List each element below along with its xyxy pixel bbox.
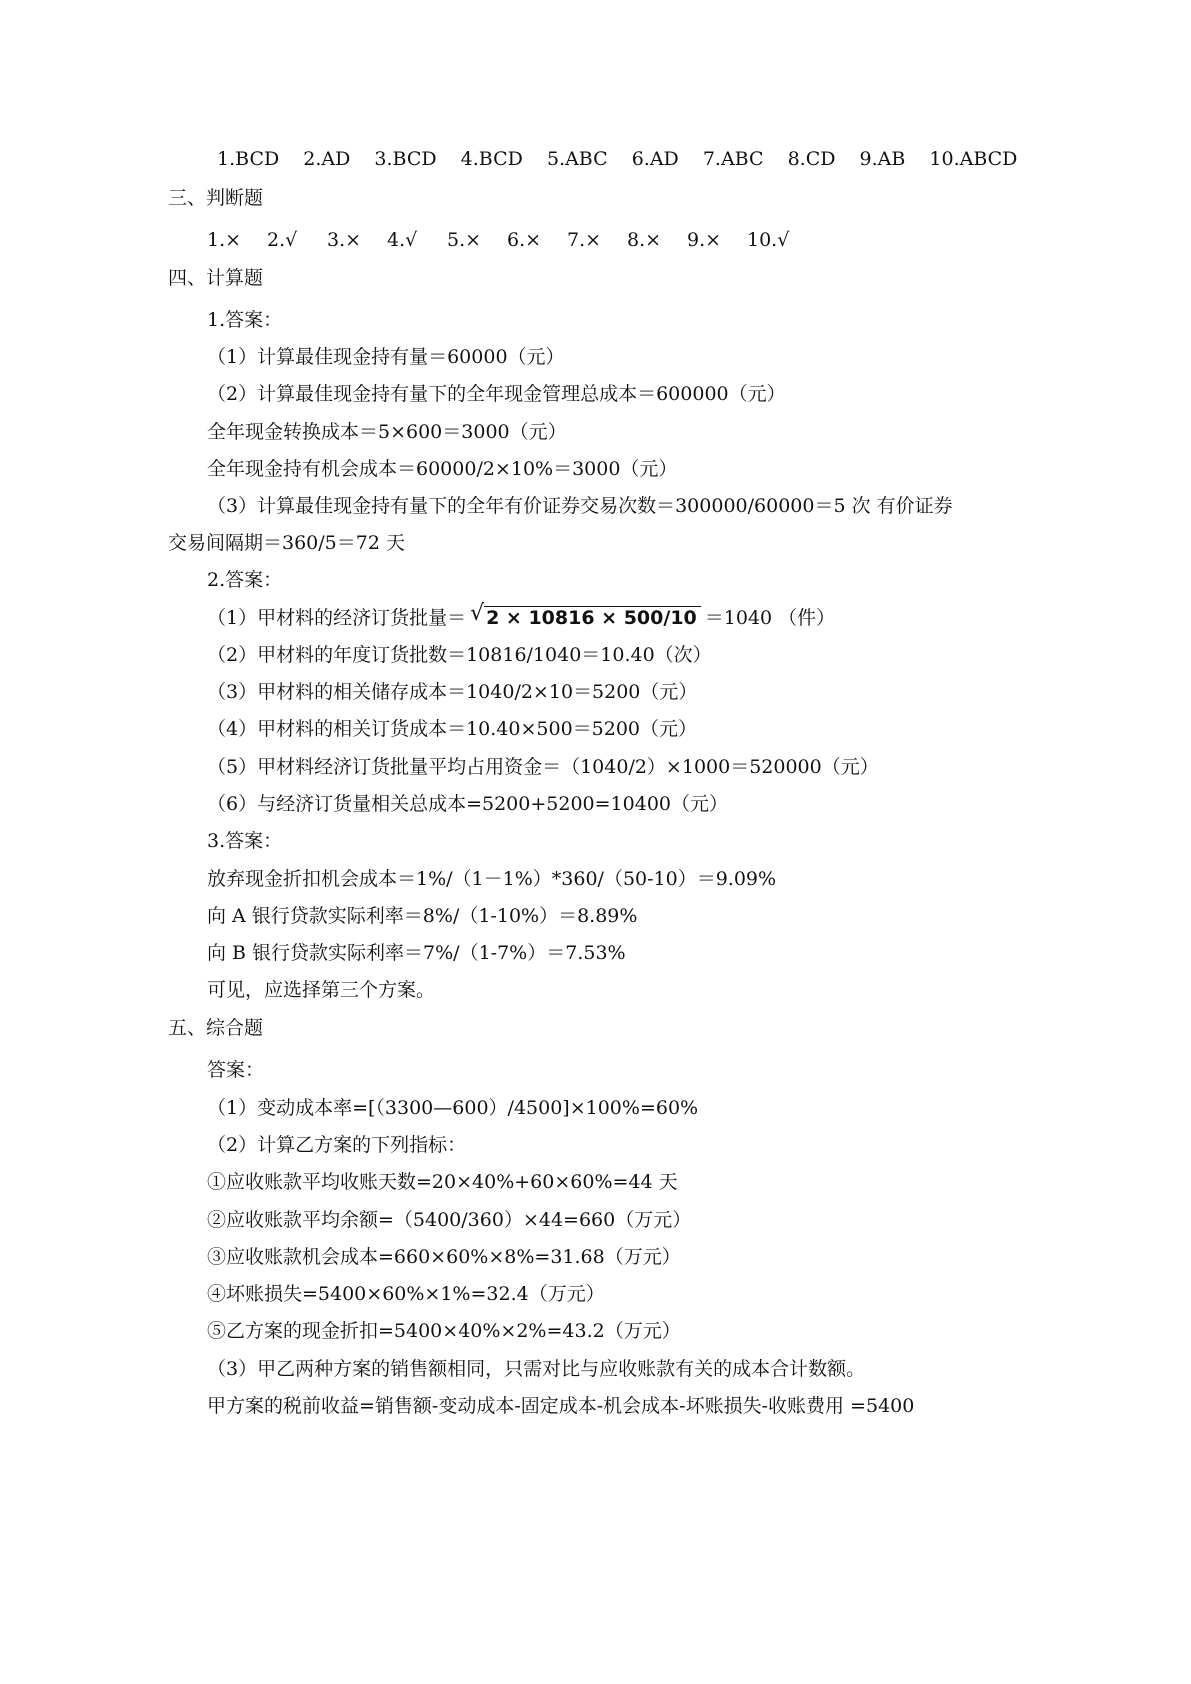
true-false-answers [207, 228, 807, 252]
tf-answer: 10.√ [747, 229, 790, 251]
section-heading-comprehensive: 五、综合题 [168, 1017, 264, 1039]
mc-answer: 2.AD [303, 148, 351, 170]
mc-answer: 8.CD [787, 148, 836, 170]
q3-line: 放弃现金折扣机会成本＝1%/（1－1%）*360/（50-10）＝9.09% [207, 868, 777, 890]
q1-line: （2）计算最佳现金持有量下的全年现金管理总成本＝600000（元） [207, 383, 786, 405]
mc-answer: 1.BCD [217, 148, 280, 170]
q1-line: 全年现金转换成本＝5×600＝3000（元） [207, 421, 567, 443]
s5-line: ⑤乙方案的现金折扣=5400×40%×2%=43.2（万元） [207, 1320, 681, 1342]
tf-answer: 1.× [207, 229, 242, 251]
formula-prefix: （1）甲材料的经济订货批量＝ [207, 607, 467, 629]
q2-line: （2）甲材料的年度订货批数＝10816/1040＝10.40（次） [207, 644, 712, 666]
mc-answer: 3.BCD [374, 148, 437, 170]
s5-line: 甲方案的税前收益=销售额-变动成本-固定成本-机会成本-坏账损失-收账费用 =5400 [207, 1395, 915, 1417]
mc-answer: 9.AB [859, 148, 906, 170]
q2-title: 2.答案： [207, 569, 283, 591]
tf-answer: 6.× [507, 229, 542, 251]
tf-answer: 4.√ [387, 229, 418, 251]
tf-answer: 5.× [447, 229, 482, 251]
s5-line: ③应收账款机会成本=660×60%×8%=31.68（万元） [207, 1246, 681, 1268]
q3-line: 向 A 银行贷款实际利率＝8%/（1-10%）＝8.89% [207, 905, 638, 927]
s5-line: ④坏账损失=5400×60%×1%=32.4（万元） [207, 1283, 605, 1305]
q1-title: 1.答案： [207, 309, 283, 331]
q2-formula-line [207, 601, 836, 630]
tf-answer: 3.× [327, 229, 362, 251]
mc-answer: 7.ABC [702, 148, 764, 170]
section-heading-calculation: 四、计算题 [168, 267, 264, 289]
q3-line: 可见，应选择第三个方案。 [207, 979, 436, 1001]
tf-answer: 2.√ [267, 229, 298, 251]
multiple-choice-answers [217, 147, 1035, 171]
q3-title: 3.答案： [207, 830, 283, 852]
mc-answer: 4.BCD [460, 148, 523, 170]
s5-line: ①应收账款平均收账天数=20×40%+60×60%=44 天 [207, 1171, 678, 1193]
tf-answer: 7.× [567, 229, 602, 251]
q3-line: 向 B 银行贷款实际利率＝7%/（1-7%）＝7.53% [207, 942, 626, 964]
q1-line: （3）计算最佳现金持有量下的全年有价证券交易次数＝300000/60000＝5 次 有价证券 [207, 495, 953, 517]
s5-title: 答案： [207, 1059, 265, 1081]
q2-line: （5）甲材料经济订货批量平均占用资金＝（1040/2）×1000＝520000（元） [207, 756, 879, 778]
formula-suffix: ＝1040 （件） [704, 607, 836, 629]
q2-line: （4）甲材料的相关订货成本＝10.40×500＝5200（元） [207, 718, 698, 740]
q1-line: （1）计算最佳现金持有量＝60000（元） [207, 346, 565, 368]
mc-answer: 10.ABCD [929, 148, 1018, 170]
mc-answer: 5.ABC [546, 148, 608, 170]
formula-radicand: 2 × 10816 × 500/10 [484, 606, 701, 629]
square-root: √ 2 × 10816 × 500/10 [470, 606, 701, 630]
q2-line: （3）甲材料的相关储存成本＝1040/2×10＝5200（元） [207, 681, 698, 703]
s5-line: ②应收账款平均余额=（5400/360）×44=660（万元） [207, 1209, 692, 1231]
q2-line: （6）与经济订货量相关总成本=5200+5200=10400（元） [207, 793, 728, 815]
tf-answer: 9.× [687, 229, 722, 251]
s5-line: （1）变动成本率=[（3300—600）/4500]×100%=60% [207, 1097, 699, 1119]
section-heading-true-false: 三、判断题 [168, 187, 264, 209]
s5-line: （2）计算乙方案的下列指标： [207, 1134, 467, 1156]
mc-answer: 6.AD [631, 148, 679, 170]
s5-line: （3）甲乙两种方案的销售额相同，只需对比与应收账款有关的成本合计数额。 [207, 1358, 866, 1380]
q1-line: 全年现金持有机会成本＝60000/2×10%＝3000（元） [207, 458, 678, 480]
q1-line: 交易间隔期＝360/5＝72 天 [168, 532, 405, 554]
tf-answer: 8.× [627, 229, 662, 251]
